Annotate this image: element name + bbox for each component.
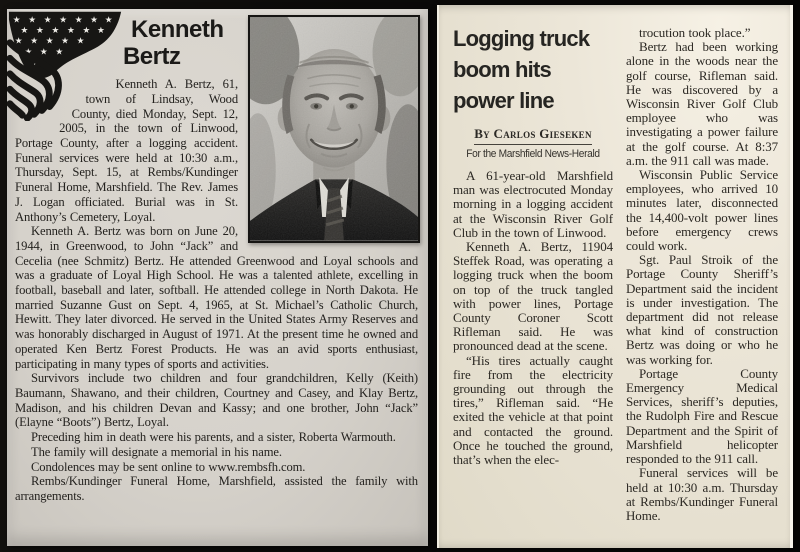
svg-text:★: ★ (55, 47, 64, 58)
svg-text:★: ★ (12, 15, 21, 26)
svg-text:★: ★ (104, 15, 113, 26)
article-column2-text (626, 26, 778, 523)
headline-line: boom hits (453, 57, 551, 82)
article-paragraph: “His tires actually caught fire from the electricity grounding out through the tires,” Rifleman said. “He exited the vehicle at that point and contacted the ground. Once he touched the ground, that’s when the elec- (453, 352, 613, 468)
svg-text:★: ★ (36, 26, 44, 37)
obituary-clipping (7, 9, 428, 546)
article-tagline: For the Marshfield News-Herald (466, 148, 600, 160)
svg-text:★: ★ (20, 26, 29, 37)
svg-text:★: ★ (28, 15, 37, 26)
svg-text:★: ★ (61, 36, 69, 47)
obituary-paragraph: Condolences may be sent online to www.rembsfh.com. (31, 459, 306, 474)
article-paragraph: A 61-year-old Marshfield man was electrocuted Monday morning in a logging accident at the Wisconsin River Golf Club in the town of Linwood. (453, 168, 613, 240)
obituary-paragraph: The family will designate a memorial in his name. (31, 444, 282, 459)
article-paragraph: Sgt. Paul Stroik of the Portage County Sheriff’s Department said the incident is under investigation. The department did not release what kind of construction Bertz was doing or who he was working for. (626, 252, 778, 367)
svg-text:★: ★ (39, 47, 48, 58)
svg-text:★: ★ (32, 58, 40, 68)
article-column-1 (453, 23, 613, 540)
svg-text:★: ★ (66, 26, 75, 37)
article-paragraph: Kenneth A. Bertz, 11904 Steffek Road, was operating a logging truck when the boom on top of the truck tangled with power lines, Portage County Coroner Scott Rifleman said. He was pronounced dead at the scene. (453, 239, 613, 354)
obituary-paragraph: Kenneth A. Bertz, 61, town of Lindsay, Wood County, died Monday, Sept. 12, 2005, in the town of Linwood, Portage County, after a logging accident. Funeral services were held at 10:30 a.m., Thursday, Sept. 15, at Rembs/Kundinger Funeral Home, Marshfield. The Rev. James J. Logan officiated. Burial was in St. Anthony’s Cemetery, Loyal. (15, 77, 238, 224)
article-headline (453, 23, 613, 116)
svg-text:★: ★ (90, 15, 98, 26)
obituary-paragraph: Rembs/Kundinger Funeral Home, Marshfield, assisted the family with arrangements. (15, 474, 418, 503)
byline-rule (474, 144, 592, 145)
obituary-paragraph: Survivors include two children and four grandchildren, Kelly (Keith) Baumann, Shawano, and their children, Courtney and Casey, and Klay Bertz, Madison, and his children Devan and Kassy; and one brother, John “Jack” (Elayne “Boots”) Bertz, Loyal. (15, 371, 418, 430)
svg-text:★: ★ (59, 15, 68, 26)
svg-text:★: ★ (76, 36, 85, 47)
svg-text:★: ★ (45, 36, 54, 47)
svg-text:★: ★ (24, 47, 33, 58)
svg-text:★: ★ (96, 26, 105, 37)
news-clipping (437, 5, 793, 548)
article-paragraph: Funeral services will be held at 10:30 a.m. Thursday at Rembs/Kundinger Funeral Home. (626, 465, 778, 523)
obituary-paragraph: Kenneth A. Bertz was born on June 20, 1944, in Greenwood, to John “Jack” and Cecelia (nee Schmitz) Bertz. He attended Greenwood and Loyal schools and was a graduate of Loyal High School. He was a talented athlete, excelling in football, baseball and later, softball. He attended college in North Dakota. He married Suzanne Gust on Sept. 4, 1965, at St. Michael’s Catholic Church, Hewitt. They later divorced. He served in the United States Army Reserves and was honorably discharged in August of 1971. At the present time he owned and operated Ken Bertz Forest Products. He was an avid sports enthusiast, participating in many types of sports and activities. (15, 224, 418, 371)
headline-line: Logging truck (453, 26, 590, 51)
svg-text:★: ★ (74, 15, 83, 26)
article-paragraph: Portage County Emergency Medical Services, sheriff’s deputies, the Rudolph Fire and Rescue Department and the Spirit of Marshfield helicopter responded to the 911 call. (626, 365, 778, 467)
article-paragraph: Bertz had been working alone in the woods near the golf course, Rifleman said. He was discovered by a Wisconsin River Golf Club employee who was investigating a power failure at the golf course. At 8:37 a.m. the 911 call was made. (626, 39, 778, 168)
portrait-photo (248, 15, 420, 243)
svg-text:★: ★ (51, 26, 60, 37)
article-byline: By Carlos Gieseken (474, 126, 592, 141)
obituary-paragraph: Preceding him in death were his parents, and a sister, Roberta Warmouth. (31, 430, 396, 445)
svg-text:★: ★ (82, 26, 91, 37)
headline-line: power line (453, 88, 554, 113)
svg-text:★: ★ (30, 36, 39, 47)
svg-text:★: ★ (43, 15, 52, 26)
article-paragraph: Wisconsin Public Service employees, who arrived 10 minutes later, disconnected the 14,400-volt power lines before emergency crews could work. (626, 167, 778, 254)
article-column1-text (453, 169, 613, 467)
article-paragraph: trocution took place.” (639, 25, 751, 40)
obituary-title: Kenneth Bertz (122, 16, 224, 71)
article-column-2 (626, 23, 778, 540)
svg-text:★: ★ (14, 36, 23, 47)
